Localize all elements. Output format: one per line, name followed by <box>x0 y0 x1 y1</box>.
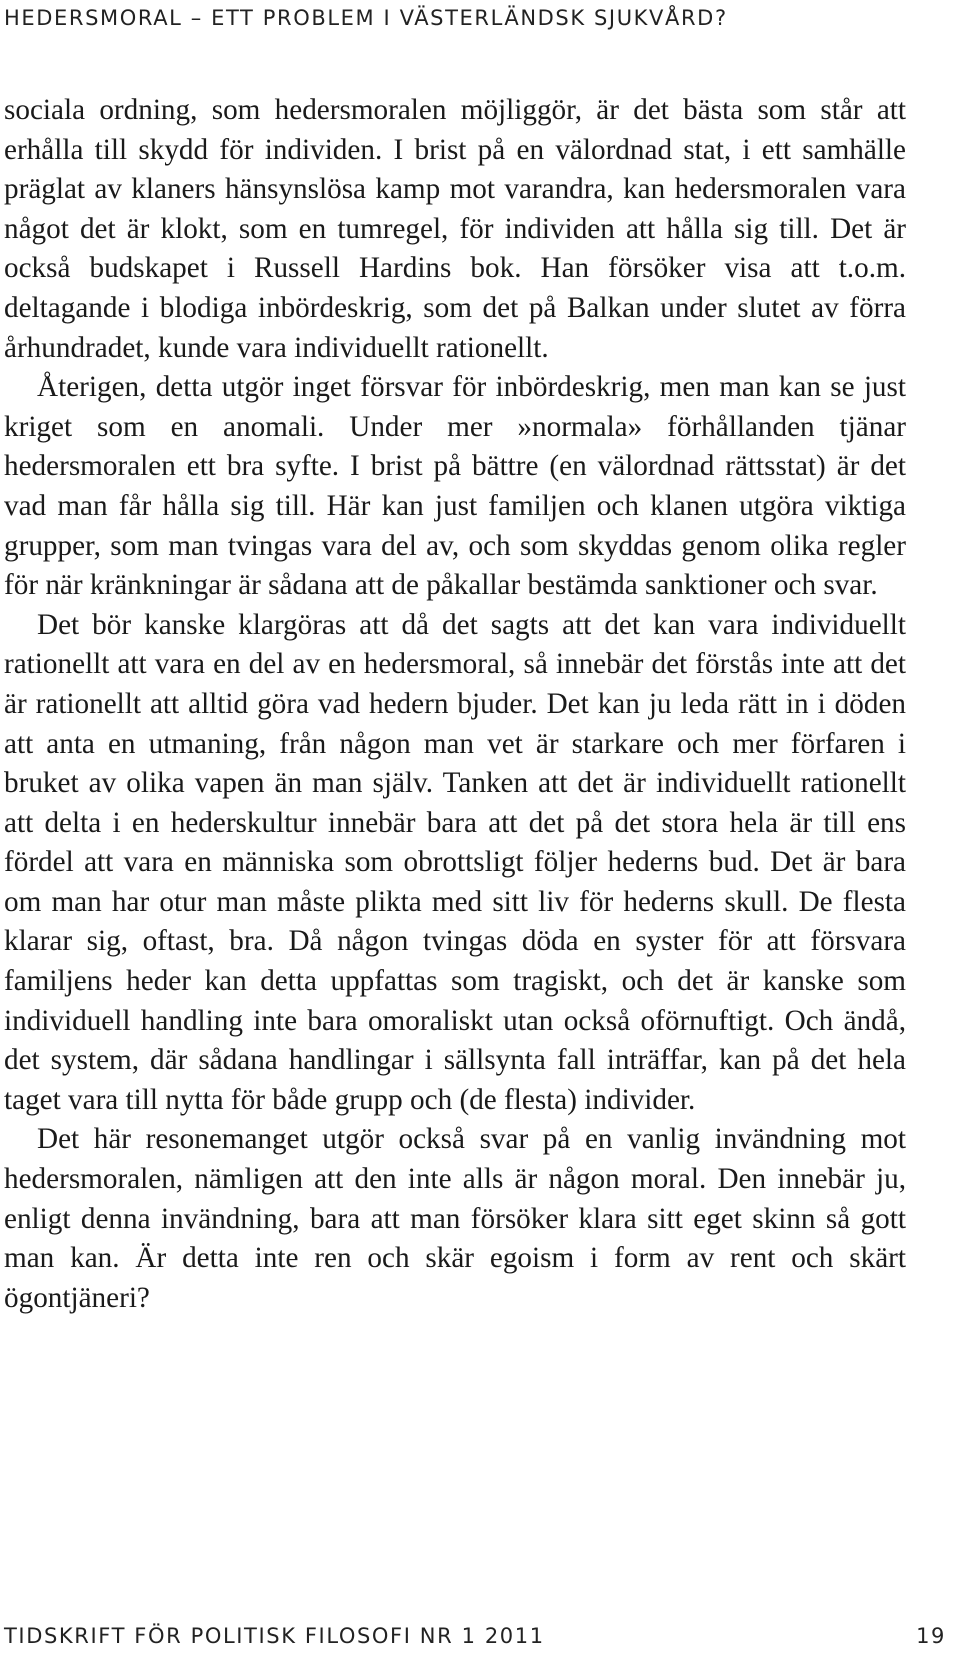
running-footer <box>4 1624 946 1648</box>
paragraph-1: sociala ordning, som hedersmoralen möjliggör, är det bästa som står att erhålla till skydd för individen. I brist på en välordnad stat, i ett samhälle präglat av klaners hänsynslösa kamp mot varandra, kan hedersmoralen vara något det är klokt, som en tumregel, för individen att hålla sig till. Det är också budskapet i Russell Hardins bok. Han försöker visa att t.o.m. deltagande i blodiga inbördeskrig, som det på Balkan under slutet av förra århundradet, kunde vara individuellt rationellt. <box>4 94 906 364</box>
paragraph-2: Återigen, detta utgör inget försvar för inbördeskrig, men man kan se just kriget som en anomali. Under mer »normala» förhållanden tjänar hedersmoralen ett bra syfte. I brist på bättre (en välordnad rättsstat) är det vad man får hålla sig till. Här kan just familjen och klanen utgöra viktiga grupper, som man tvingas vara del av, och som skyddas genom olika regler för när kränkningar är sådana att de påkallar bestämda sanktioner och svar. <box>4 371 906 602</box>
article-body <box>4 91 906 1318</box>
journal-title: TIDSKRIFT FÖR POLITISK FILOSOFI NR 1 2011 <box>4 1624 545 1648</box>
page-number: 19 <box>916 1624 946 1648</box>
paragraph-3: Det bör kanske klargöras att då det sagts att det kan vara individuellt rationellt att vara en del av en hedersmoral, så innebär det förstås inte att det är rationellt att alltid göra vad hedern bjuder. Det kan ju leda rätt in i döden att anta en utmaning, från någon man vet är starkare och mer förfaren i bruket av olika vapen än man själv. Tanken att det är individuellt rationellt att delta i en hederskultur innebär bara att det på det stora hela är till ens fördel att vara en människa som obrottsligt följer hederns bud. Det är bara om man har otur man måste plikta med sitt liv för hederns skull. De flesta klarar sig, oftast, bra. Då någon tvingas döda en syster för att försvara familjens heder kan detta uppfattas som tragiskt, och det är kanske som individuell handling inte bara omoraliskt utan också oförnuftigt. Och ändå, det system, där sådana handlingar i sällsynta fall inträffar, kan på det hela taget vara till nytta för både grupp och (de flesta) individer. <box>4 608 906 1116</box>
running-header: HEDERSMORAL – ETT PROBLEM I VÄSTERLÄNDSK SJUKVÅRD? <box>4 6 728 30</box>
paragraph-4: Det här resonemanget utgör också svar på en vanlig invändning mot hedersmoralen, nämligen att den inte alls är någon moral. Den innebär ju, enligt denna invändning, bara att man försöker klara sitt eget skinn så gott man kan. Är detta inte ren och skär egoism i form av rent och skärt ögontjäneri? <box>4 1123 906 1314</box>
